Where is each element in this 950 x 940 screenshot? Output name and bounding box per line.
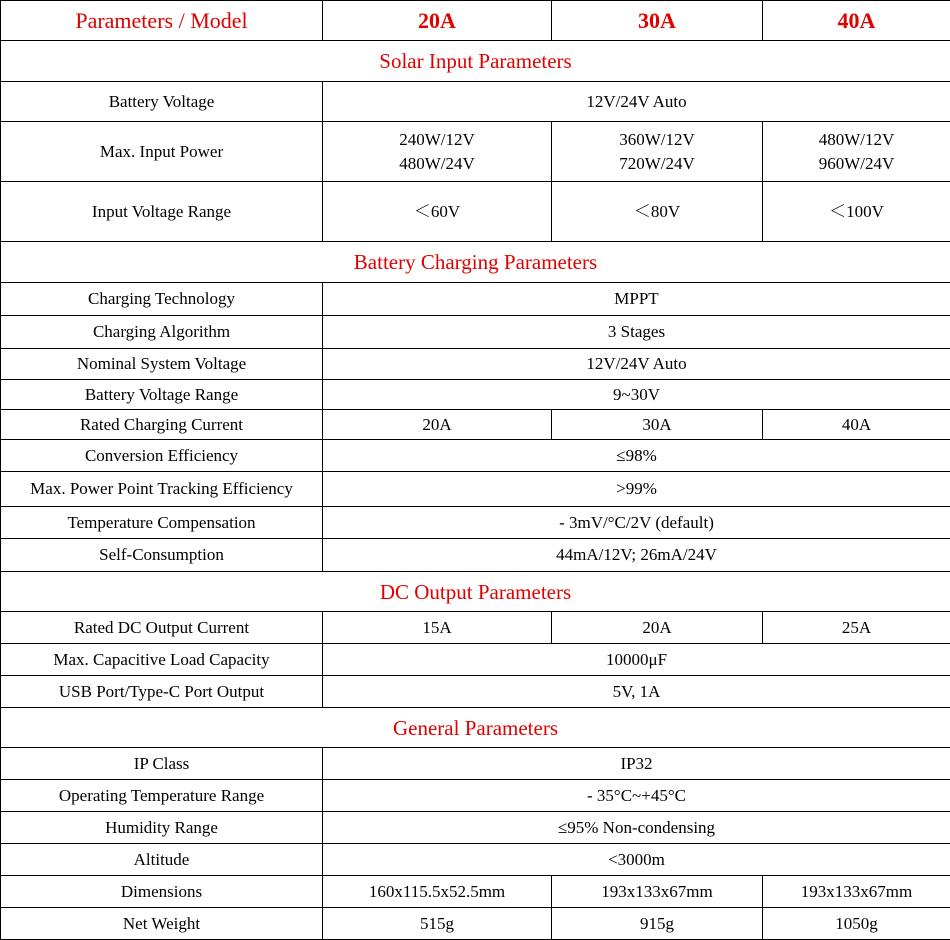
- row-value: 160x115.5x52.5mm: [323, 876, 552, 908]
- row-value: 5V, 1A: [323, 676, 950, 708]
- section-title-dc-output: DC Output Parameters: [1, 572, 950, 612]
- row-label: Input Voltage Range: [1, 182, 323, 242]
- value-line: 480W/12V: [763, 128, 950, 152]
- table-header-row: [1, 1, 950, 41]
- row-label: Conversion Efficiency: [1, 440, 323, 472]
- table-row: [1, 748, 950, 780]
- table-row: [1, 844, 950, 876]
- row-value: MPPT: [323, 283, 950, 316]
- row-value: 12V/24V Auto: [323, 82, 950, 122]
- table-row: [1, 122, 950, 182]
- table-row: [1, 182, 950, 242]
- table-row: [1, 283, 950, 316]
- table-row: [1, 380, 950, 410]
- table-row: [1, 507, 950, 539]
- row-label: Max. Input Power: [1, 122, 323, 182]
- model-30a: 30A: [552, 1, 763, 41]
- row-label: Humidity Range: [1, 812, 323, 844]
- row-label: Charging Technology: [1, 283, 323, 316]
- row-label: Temperature Compensation: [1, 507, 323, 539]
- row-value: 193x133x67mm: [552, 876, 763, 908]
- row-value: 20A: [323, 410, 552, 440]
- row-label: USB Port/Type-C Port Output: [1, 676, 323, 708]
- row-value: 1050g: [763, 908, 950, 940]
- row-label: Max. Capacitive Load Capacity: [1, 644, 323, 676]
- row-label: Charging Algorithm: [1, 316, 323, 349]
- table-row: [1, 539, 950, 572]
- model-40a: 40A: [763, 1, 950, 41]
- row-value: 9~30V: [323, 380, 950, 410]
- row-label: Rated DC Output Current: [1, 612, 323, 644]
- row-label: Self-Consumption: [1, 539, 323, 572]
- row-label: Nominal System Voltage: [1, 349, 323, 380]
- row-value: ＜80V: [552, 182, 763, 242]
- section-title-solar: Solar Input Parameters: [1, 41, 950, 82]
- table-row: [1, 644, 950, 676]
- table-row: [1, 876, 950, 908]
- row-value: 12V/24V Auto: [323, 349, 950, 380]
- table-row: [1, 676, 950, 708]
- table-row: [1, 82, 950, 122]
- row-value: [763, 122, 950, 182]
- row-value: 193x133x67mm: [763, 876, 950, 908]
- section-title-general: General Parameters: [1, 708, 950, 748]
- row-value: 40A: [763, 410, 950, 440]
- section-title-charging: Battery Charging Parameters: [1, 242, 950, 283]
- section-row: [1, 242, 950, 283]
- row-label: Dimensions: [1, 876, 323, 908]
- row-label: Net Weight: [1, 908, 323, 940]
- row-value: 25A: [763, 612, 950, 644]
- row-label: Battery Voltage Range: [1, 380, 323, 410]
- row-label: IP Class: [1, 748, 323, 780]
- row-value: 3 Stages: [323, 316, 950, 349]
- table-row: [1, 316, 950, 349]
- row-label: Operating Temperature Range: [1, 780, 323, 812]
- row-value: [323, 122, 552, 182]
- row-value: <3000m: [323, 844, 950, 876]
- row-label: Battery Voltage: [1, 82, 323, 122]
- table-row: [1, 780, 950, 812]
- row-value: - 35°C~+45°C: [323, 780, 950, 812]
- header-label: Parameters / Model: [1, 1, 323, 41]
- table-row: [1, 908, 950, 940]
- section-row: [1, 572, 950, 612]
- table-row: [1, 349, 950, 380]
- row-label: Altitude: [1, 844, 323, 876]
- row-value: 915g: [552, 908, 763, 940]
- value-line: 360W/12V: [552, 128, 762, 152]
- table-row: [1, 472, 950, 507]
- row-value: ＜100V: [763, 182, 950, 242]
- row-value: [552, 122, 763, 182]
- row-value: IP32: [323, 748, 950, 780]
- row-value: ≤95% Non-condensing: [323, 812, 950, 844]
- value-line: 960W/24V: [763, 152, 950, 176]
- row-value: 30A: [552, 410, 763, 440]
- row-value: ＜60V: [323, 182, 552, 242]
- table-row: [1, 440, 950, 472]
- row-value: 20A: [552, 612, 763, 644]
- value-line: 240W/12V: [323, 128, 551, 152]
- model-20a: 20A: [323, 1, 552, 41]
- value-line: 720W/24V: [552, 152, 762, 176]
- table-row: [1, 410, 950, 440]
- row-value: 10000μF: [323, 644, 950, 676]
- row-value: 44mA/12V; 26mA/24V: [323, 539, 950, 572]
- row-value: 515g: [323, 908, 552, 940]
- row-value: 15A: [323, 612, 552, 644]
- table-row: [1, 612, 950, 644]
- row-label: Max. Power Point Tracking Efficiency: [1, 472, 323, 507]
- row-value: - 3mV/°C/2V (default): [323, 507, 950, 539]
- row-value: ≤98%: [323, 440, 950, 472]
- row-label: Rated Charging Current: [1, 410, 323, 440]
- row-value: >99%: [323, 472, 950, 507]
- table-row: [1, 812, 950, 844]
- section-row: [1, 708, 950, 748]
- section-row: [1, 41, 950, 82]
- value-line: 480W/24V: [323, 152, 551, 176]
